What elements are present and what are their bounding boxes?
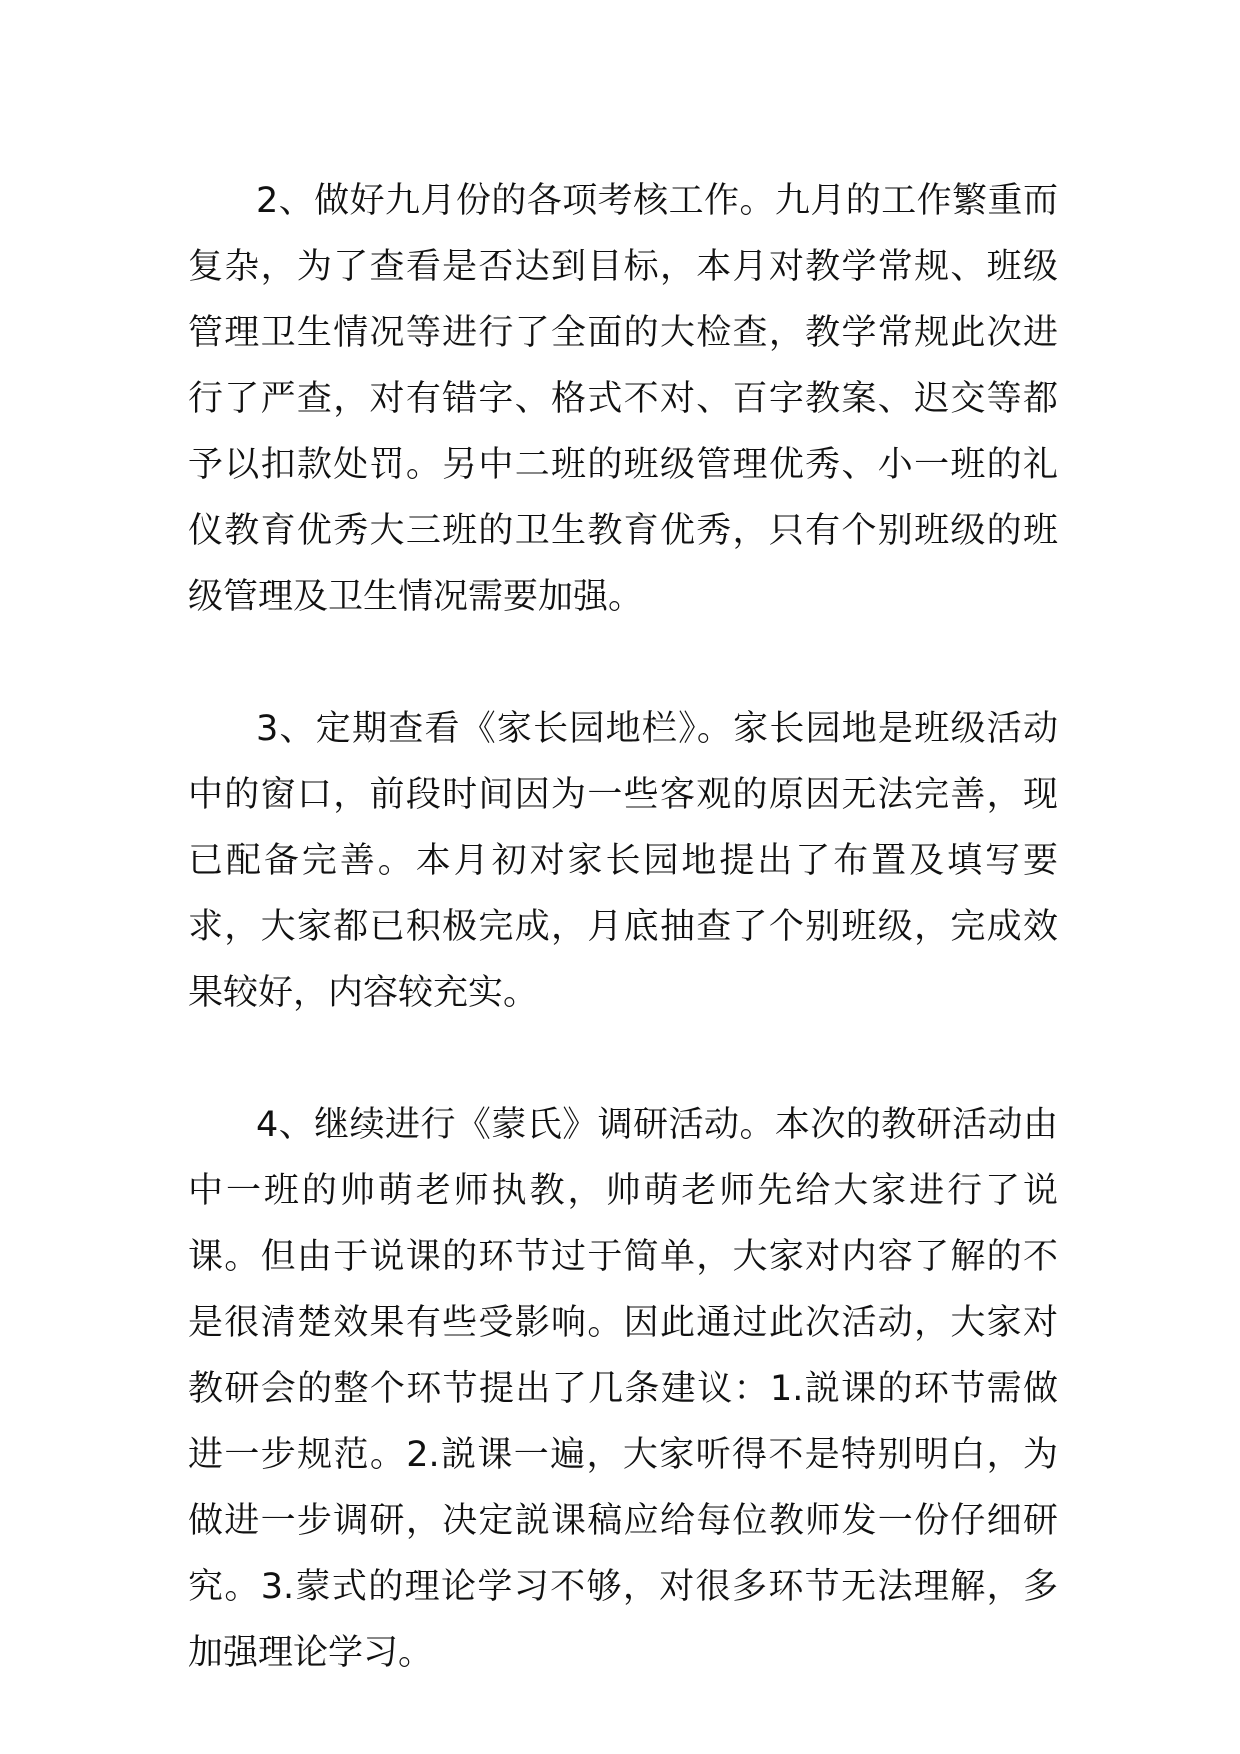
paragraph-montessori-research: 4、继续进行《蒙氏》调研活动。本次的教研活动由中一班的帅萌老师执教，帅萌老师先给大家进行了说课。但由于说课的环节过于简单，大家对内容了解的不是很清楚效果有些受影响。因此通过此次活动，大家对教研会的整个环节提出了几条建议：1.説课的环节需做进一步规范。2.説课一遍，大家听得不是特别明白，为做进一步调研，决定説课稿应给每位教师发一份仔细研究。3.蒙式的理论学习不够，对很多环节无法理解，多加强理论学习。 <box>188 1105 1058 1673</box>
paragraph-assessment-work: 2、做好九月份的各项考核工作。九月的工作繁重而复杂，为了查看是否达到目标，本月对教学常规、班级管理卫生情况等进行了全面的大检查，教学常规此次进行了严查，对有错字、格式不对、百字教案、迟交等都予以扣款处罚。另中二班的班级管理优秀、小一班的礼仪教育优秀大三班的卫生教育优秀，只有个别班级的班级管理及卫生情况需要加强。 <box>188 181 1058 617</box>
paragraph-parent-board: 3、定期查看《家长园地栏》。家长园地是班级活动中的窗口，前段时间因为一些客观的原因无法完善，现已配备完善。本月初对家长园地提出了布置及填写要求，大家都已积极完成，月底抽查了个别班级，完成效果较好，内容较充实。 <box>188 709 1058 1013</box>
document-body <box>188 168 1058 1686</box>
